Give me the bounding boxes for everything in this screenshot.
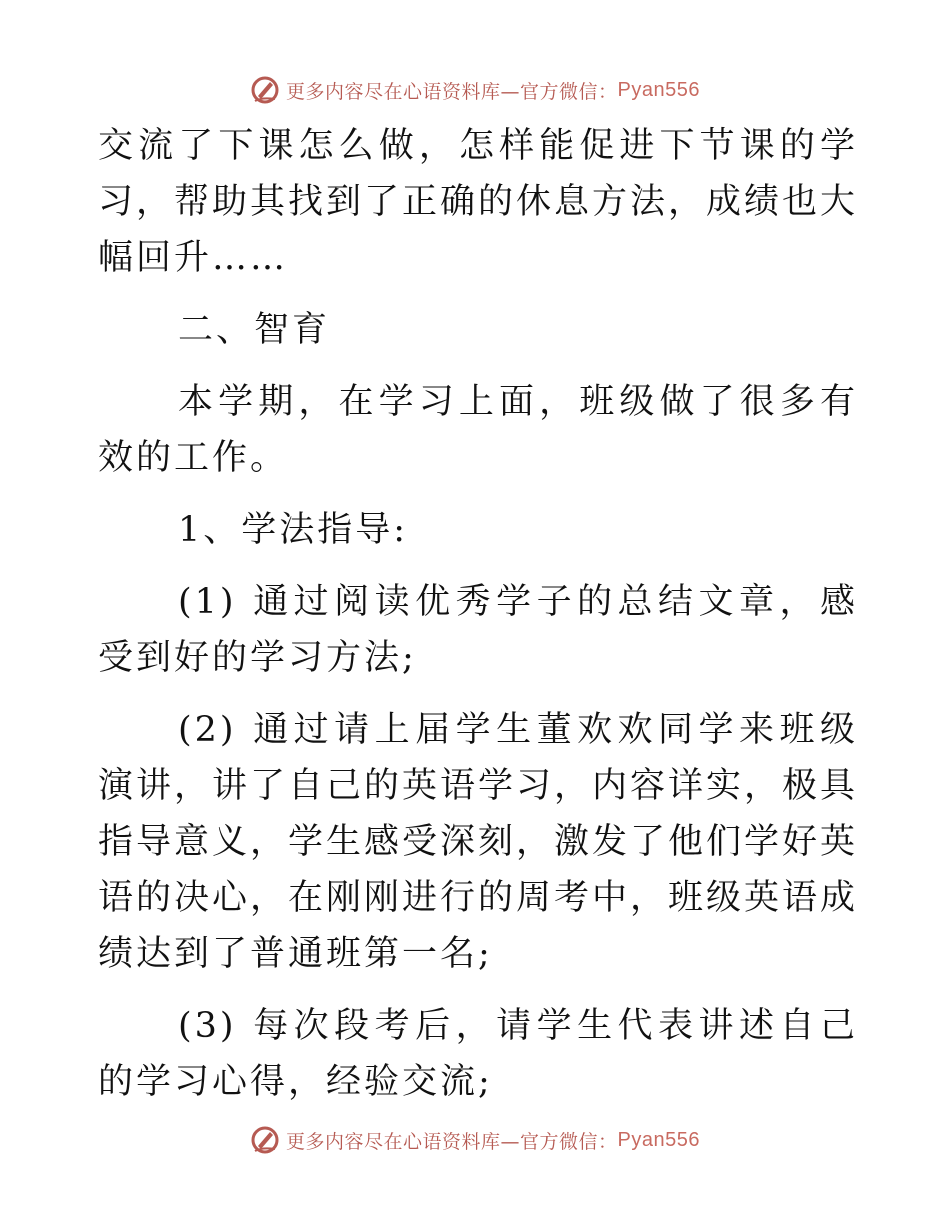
watermark-wechat-id: Pyan556 xyxy=(617,78,700,101)
subheading-study-guidance: 1、学法指导: xyxy=(178,510,409,550)
pen-circle-logo-icon xyxy=(250,1125,280,1155)
footer-watermark xyxy=(0,1120,950,1160)
paragraph-study-work: 本学期，在学习上面，班级做了很多有效的工作。 xyxy=(98,382,858,478)
document-body xyxy=(98,118,858,1126)
section-heading-intellectual-education: 二、智育 xyxy=(178,310,331,350)
header-watermark xyxy=(0,70,950,110)
list-item-1: (1) 通过阅读优秀学子的总结文章，感受到好的学习方法; xyxy=(98,582,858,678)
watermark-text: 更多内容尽在心语资料库—官方微信： xyxy=(286,1130,618,1153)
list-item-2: (2) 通过请上届学生董欢欢同学来班级演讲，讲了自己的英语学习，内容详实，极具指导意义，学生感受深刻，激发了他们学好英语的决心，在刚刚进行的周考中，班级英语成绩达到了普通班第一名; xyxy=(98,710,859,974)
watermark-wechat-id: Pyan556 xyxy=(617,1128,700,1151)
paragraph-continued: 交流了下课怎么做，怎样能促进下节课的学习，帮助其找到了正确的休息方法，成绩也大幅回升…… xyxy=(98,126,859,278)
list-item-3: (3) 每次段考后，请学生代表讲述自己的学习心得，经验交流; xyxy=(98,1006,858,1102)
watermark-text: 更多内容尽在心语资料库—官方微信： xyxy=(286,80,618,103)
pen-circle-logo-icon xyxy=(250,75,280,105)
